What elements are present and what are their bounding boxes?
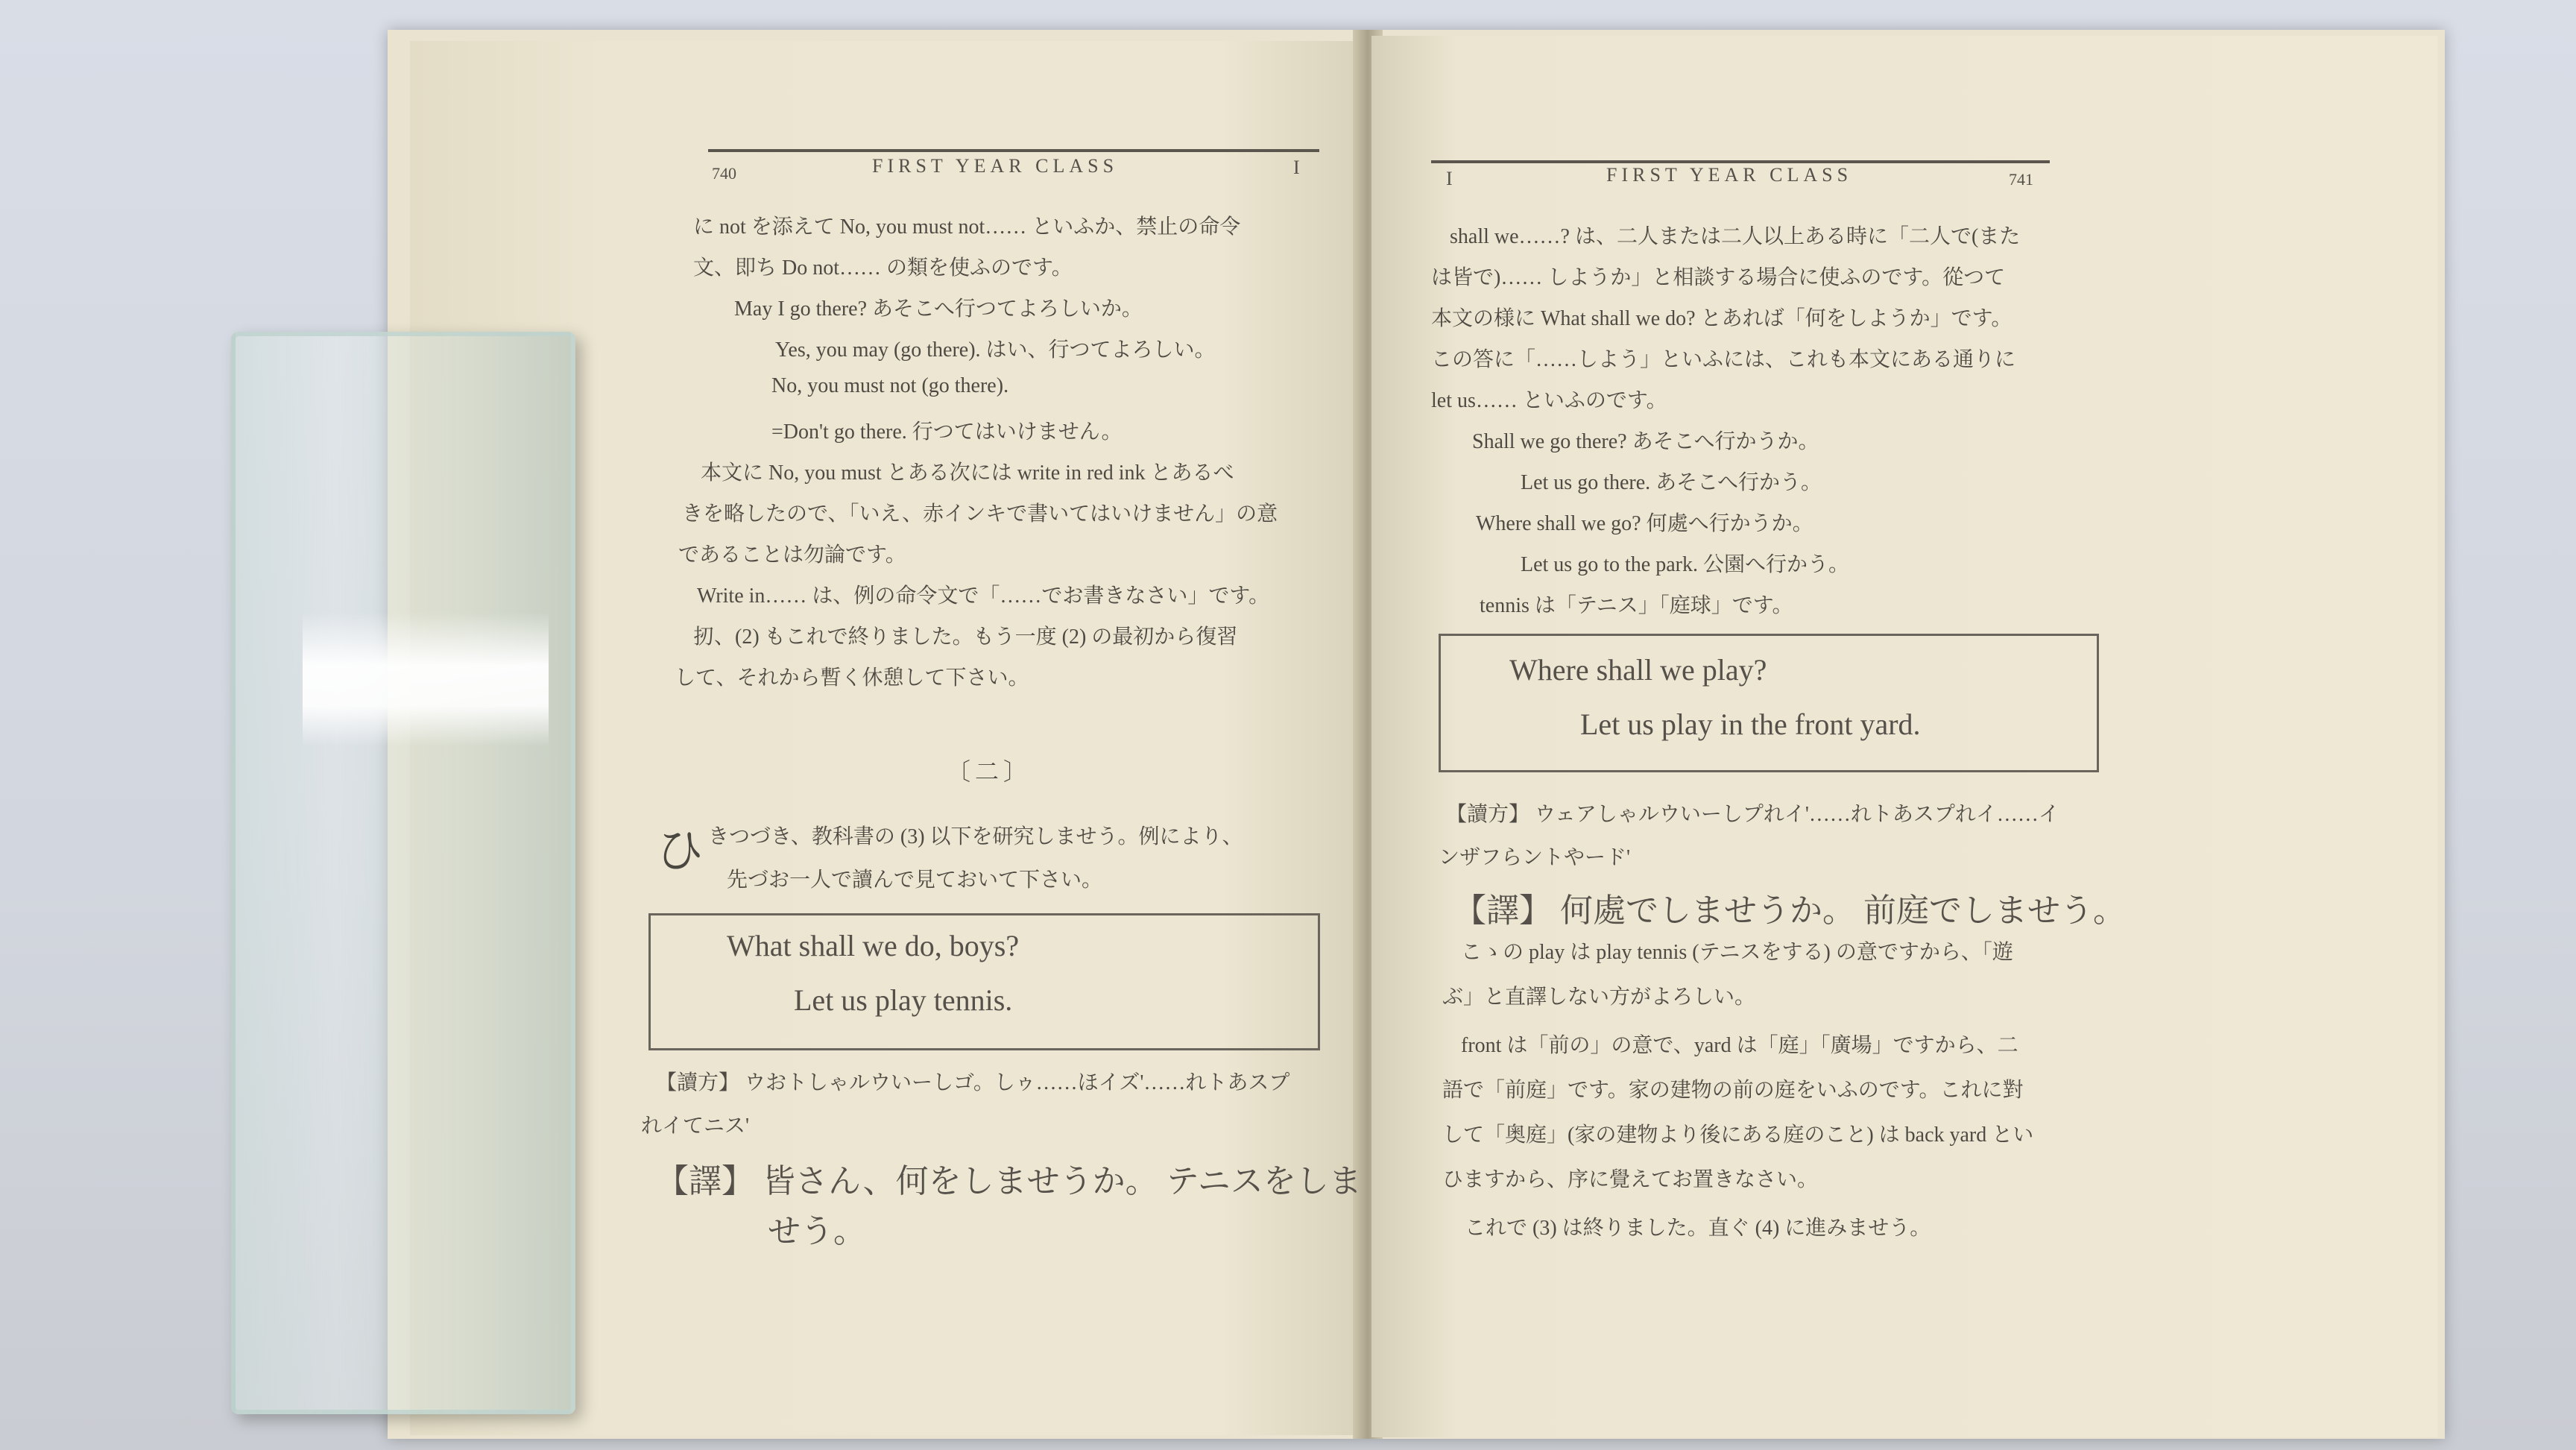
glass-paperweight (231, 332, 575, 1414)
right-text-line: let us…… といふのです。 (1431, 389, 1667, 412)
glass-glare (303, 612, 549, 746)
right-running-header: FIRST YEAR CLASS (1606, 164, 1853, 186)
left-text-line: No, you must not (go there). (771, 374, 1009, 397)
left-text-line: に not を添えて No, you must not…… といふか、禁止の命令 (693, 215, 1241, 239)
left-text-line: =Don't go there. 行つてはいけません。 (771, 420, 1123, 444)
note-line: 語で「前庭」です。家の建物の前の庭をいふのです。これに對 (1442, 1079, 2024, 1102)
left-text-line: きを略したので、「いえ、赤インキで書いてはいけません」の意 (682, 502, 1278, 526)
box-line: Let us play in the front yard. (1580, 707, 1921, 741)
right-text-line: は皆で)…… しようか」と相談する場合に使ふのです。從つて (1431, 266, 2006, 289)
left-text-line: Yes, you may (go there). はい、行つてよろしい。 (775, 338, 1216, 362)
left-header-mark: I (1293, 157, 1304, 178)
reading-line: 【讀方】 ウおトしゃルウいーしゴ。しゥ……ほイズ'……れトあスプ (656, 1071, 1290, 1094)
right-header-rule (1431, 160, 2050, 163)
reading-line: ンザフらントやード' (1439, 846, 1631, 869)
note-line: ひますから、序に覺えてお置きなさい。 (1442, 1168, 1819, 1191)
note-line: ぶ」と直譯しない方がよろしい。 (1442, 986, 1756, 1009)
note-line: して「奥庭」(家の建物より後にある庭のこと) は back yard とい (1442, 1123, 2034, 1147)
box-line: What shall we do, boys? (727, 929, 1020, 962)
note-line: こゝの play は play tennis (テニスをする) の意ですから、「遊 (1461, 941, 2013, 964)
reading-line: 【讀方】 ウェアしゃルウいーしプれイ'……れトあスプれイ……イ (1446, 803, 2059, 826)
drop-cap: ひ (656, 824, 704, 879)
left-text-line: 文、即ち Do not…… の類を使ふのです。 (693, 256, 1073, 280)
right-header-mark: I (1446, 168, 1457, 189)
note-line: front は「前の」の意で、yard は「庭」「廣場」ですから、二 (1461, 1034, 2018, 1057)
left-text-line: 本文に No, you must とある次には write in red ink とあるべ (701, 461, 1234, 485)
note-line: これで (3) は終りました。直ぐ (4) に進みませう。 (1465, 1217, 1931, 1240)
right-page-number: 741 (2009, 170, 2033, 189)
intro-line: きつづき、教科書の (3) 以下を研究しませう。例により、 (708, 825, 1243, 848)
left-text-line: 扨、(2) もこれで終りました。もう一度 (2) の最初から復習 (693, 625, 1238, 649)
right-text-line: tennis は「テニス」「庭球」です。 (1480, 594, 1793, 617)
left-text-line: であることは勿論です。 (678, 543, 906, 567)
translation-line: せう。 (768, 1213, 866, 1249)
right-text-line: Shall we go there? あそこへ行かうか。 (1472, 430, 1819, 453)
box-line: Let us play tennis. (794, 983, 1013, 1017)
right-text-line: この答に「……しよう」といふには、これも本文にある通りに (1431, 348, 2016, 371)
left-page-number: 740 (712, 164, 736, 183)
right-text-line: Let us go to the park. 公園へ行かう。 (1521, 553, 1849, 576)
left-running-header: FIRST YEAR CLASS (872, 155, 1119, 177)
left-text-line: May I go there? あそこへ行つてよろしいか。 (734, 297, 1143, 321)
reading-line: れイてニス' (641, 1115, 750, 1138)
left-text-line: して、それから暫く休憩して下さい。 (675, 666, 1029, 690)
right-text-line: 本文の様に What shall we do? とあれば「何をしようか」です。 (1431, 307, 2012, 330)
box-line: Where shall we play? (1509, 653, 1767, 687)
right-text-line: shall we……? は、二人または二人以上ある時に「二人で(また (1450, 225, 2021, 248)
right-text-line: Let us go there. あそこへ行かう。 (1521, 471, 1822, 494)
left-header-rule (708, 149, 1319, 152)
section-heading: 〔二〕 (947, 758, 1032, 785)
left-text-line: Write in…… は、例の命令文で「……でお書きなさい」です。 (697, 584, 1270, 608)
translation-line: 【譯】 皆さん、何をしませうか。 テニスをしま (656, 1163, 1362, 1200)
right-text-line: Where shall we go? 何處へ行かうか。 (1476, 512, 1813, 535)
intro-line: 先づお一人で讀んで見ておいて下さい。 (727, 869, 1103, 892)
translation-line: 【譯】 何處でしませうか。 前庭でしませう。 (1453, 892, 2126, 929)
